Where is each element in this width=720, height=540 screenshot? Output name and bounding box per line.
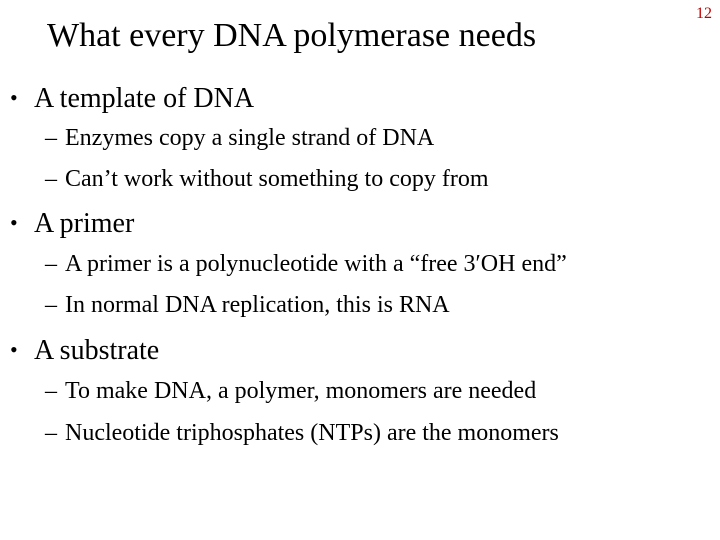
slide-title: What every DNA polymerase needs (47, 17, 537, 54)
sub-bullet (45, 290, 450, 320)
dash-marker: – (45, 378, 57, 404)
dash-marker: – (45, 166, 57, 192)
sub-bullet-text: Nucleotide triphosphates (NTPs) are the monomers (65, 420, 559, 446)
bullet-marker: • (10, 210, 18, 235)
sub-bullet-text: Enzymes copy a single strand of DNA (65, 125, 435, 151)
sub-bullet (45, 376, 536, 406)
bullet-text: A substrate (34, 335, 160, 366)
bullet-marker: • (10, 85, 18, 110)
sub-bullet-text: A primer is a polynucleotide with a “free 3′OH end” (65, 251, 567, 277)
bullet-text: A template of DNA (34, 83, 255, 114)
dash-marker: – (45, 251, 57, 277)
sub-bullet (45, 418, 559, 448)
bullet-substrate (10, 333, 159, 368)
bullet-text: A primer (34, 208, 135, 239)
dash-marker: – (45, 125, 57, 151)
sub-bullet-text: Can’t work without something to copy from (65, 166, 489, 192)
dash-marker: – (45, 420, 57, 446)
sub-bullet-text: To make DNA, a polymer, monomers are needed (65, 378, 537, 404)
sub-bullet (45, 164, 489, 194)
bullet-primer (10, 206, 134, 241)
slide-number: 12 (696, 5, 712, 22)
sub-bullet (45, 123, 434, 153)
sub-bullet (45, 249, 567, 279)
bullet-marker: • (10, 337, 18, 362)
bullet-template (10, 81, 254, 116)
dash-marker: – (45, 292, 57, 318)
sub-bullet-text: In normal DNA replication, this is RNA (65, 292, 450, 318)
